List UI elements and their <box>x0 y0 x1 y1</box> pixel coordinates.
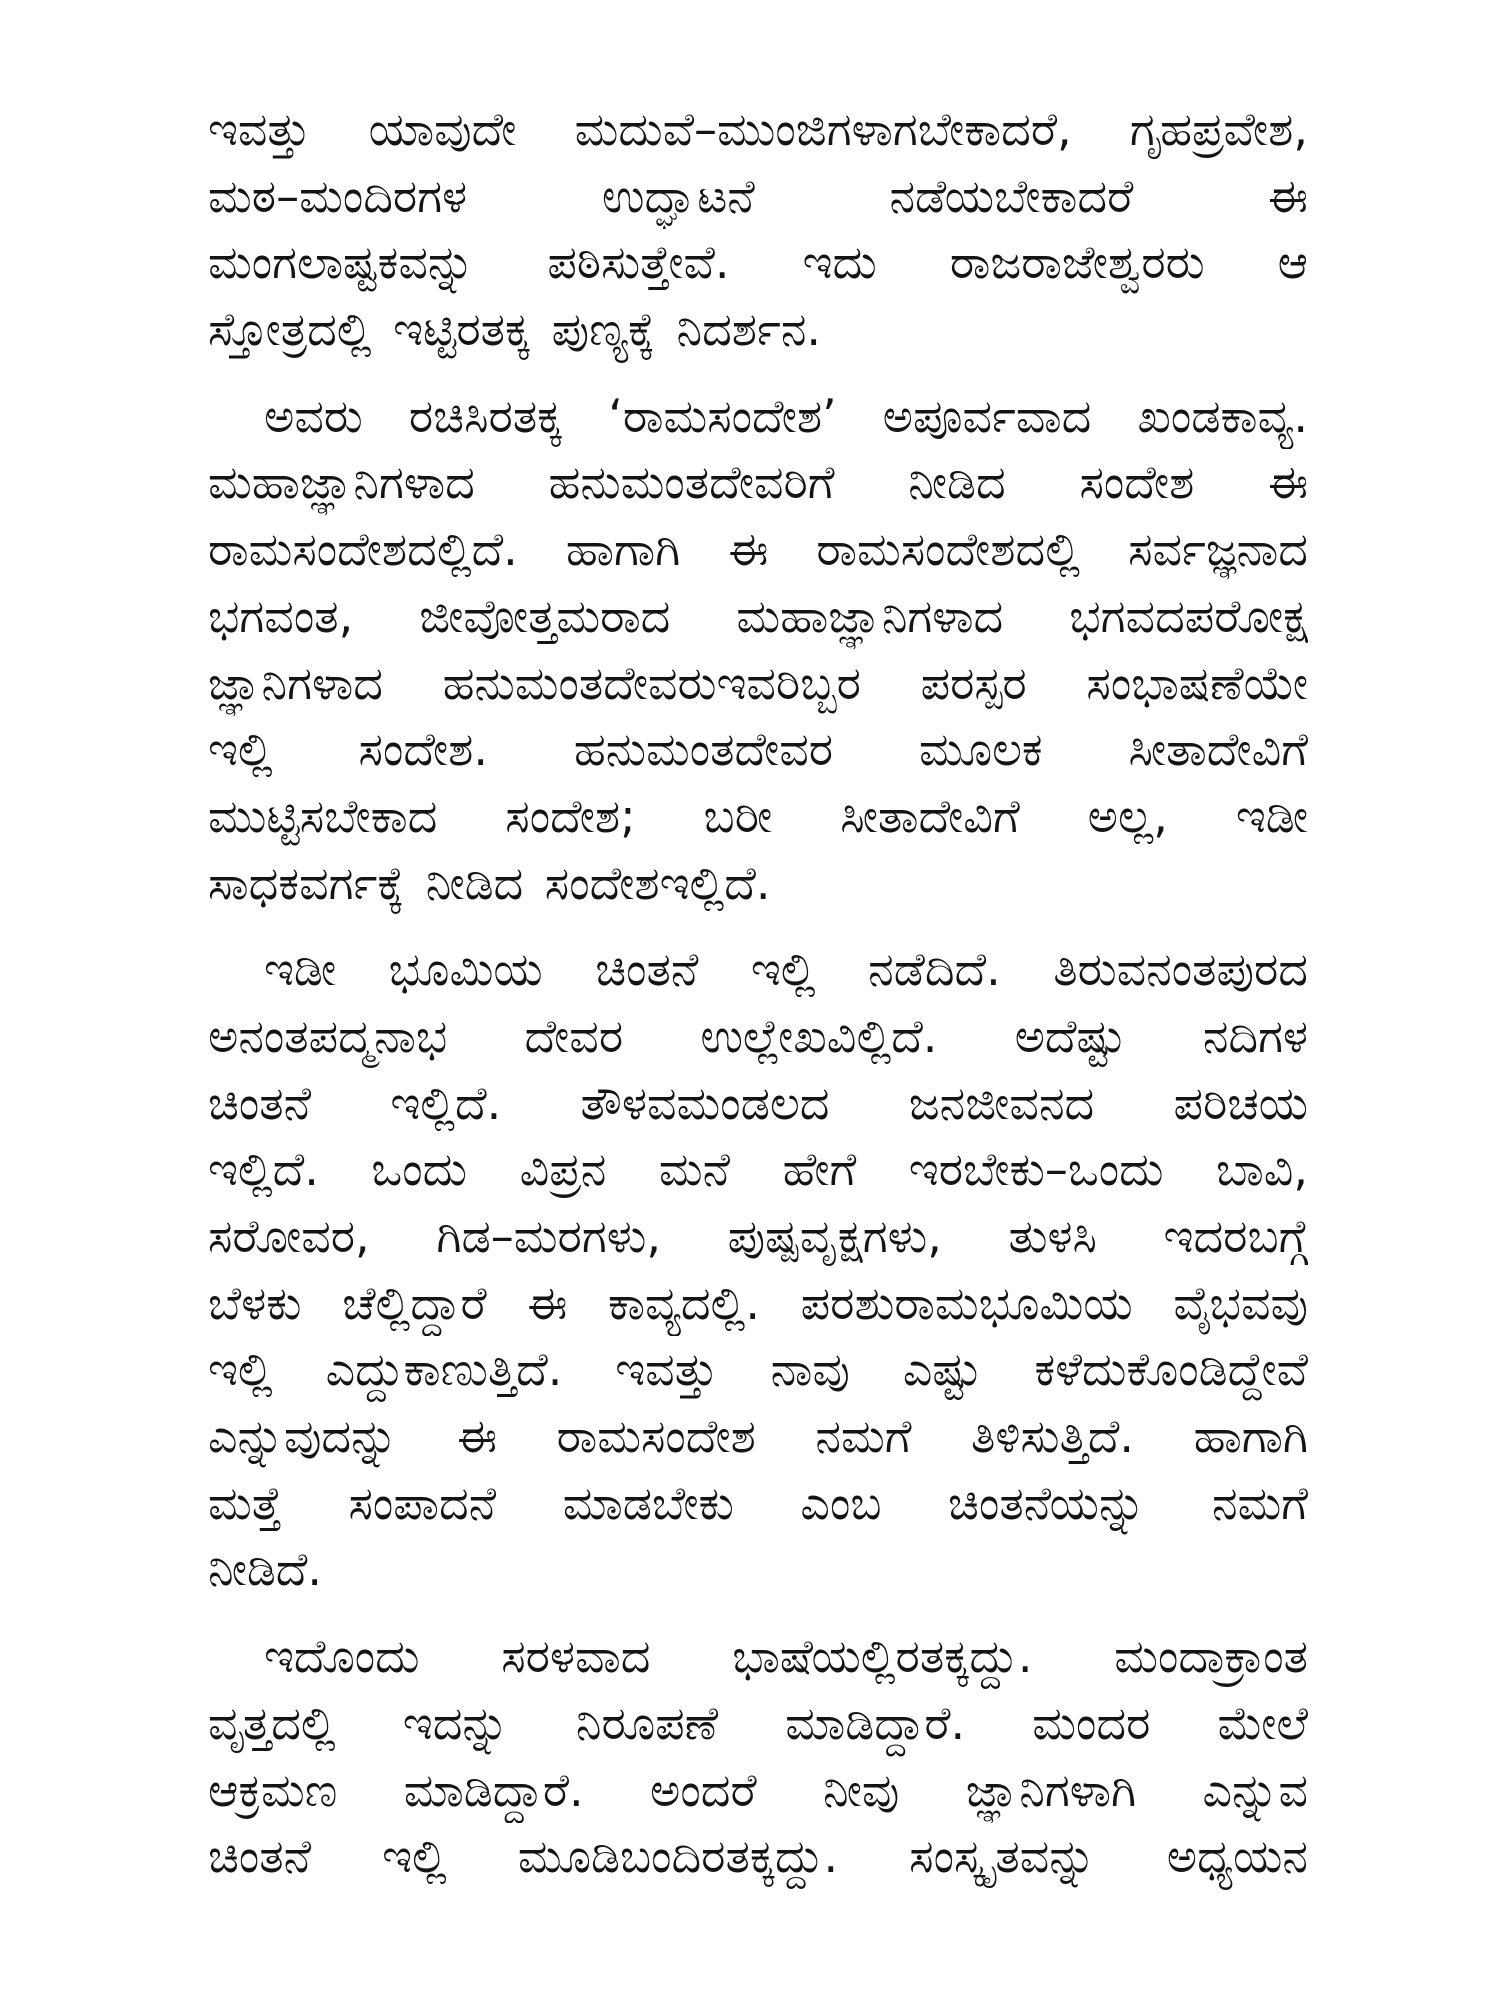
text-line: ಚಿಂತನೆ ಇಲ್ಲಿದೆ. ತೌಳವಮಂಡಲದ ಜನಜೀವನದ ಪರಿಚಯ <box>208 1075 1308 1130</box>
text-line: ಮಂಗಲಾಷ್ಟಕವನ್ನು ಪಠಿಸುತ್ತೇವೆ. ಇದು ರಾಜರಾಜೇಶ್ವರರು ಆ <box>208 235 1308 290</box>
text-line: ಇಲ್ಲಿ ಎದ್ದುಕಾಣುತ್ತಿದೆ. ಇವತ್ತು ನಾವು ಎಷ್ಟು ಕಳೆದುಕೊಂಡಿದ್ದೇವೆ <box>208 1342 1308 1397</box>
text-line: ಚಿಂತನೆ ಇಲ್ಲಿ ಮೂಡಿಬಂದಿರತಕ್ಕದ್ದು. ಸಂಸ್ಕೃತವನ್ನು ಅಧ್ಯಯನ <box>208 1829 1308 1884</box>
text-line: ಸ್ತೋತ್ರದಲ್ಲಿ ಇಟ್ಟಿರತಕ್ಕ ಪುಣ್ಯಕ್ಕೆ ನಿದರ್ಶನ. <box>208 302 822 357</box>
text-line: ರಾಮಸಂದೇಶದಲ್ಲಿದೆ. ಹಾಗಾಗಿ ಈ ರಾಮಸಂದೇಶದಲ್ಲಿ ಸರ್ವಜ್ಞನಾದ <box>208 522 1308 577</box>
text-line: ನೀಡಿದೆ. <box>208 1542 322 1597</box>
paragraph <box>208 936 1308 1603</box>
text-line: ಸರೋವರ, ಗಿಡ–ಮರಗಳು, ಪುಷ್ಪವೃಕ್ಷಗಳು, ತುಳಸಿ ಇದರಬಗ್ಗೆ <box>208 1209 1308 1263</box>
text-line: ಜ್ಞಾನಿಗಳಾದ ಹನುಮಂತದೇವರುಇವರಿಬ್ಬರ ಪರಸ್ಪರ ಸಂಭಾಷಣೆಯೇ <box>208 655 1308 710</box>
text-line: ವೃತ್ತದಲ್ಲಿ ಇದನ್ನು ನಿರೂಪಣೆ ಮಾಡಿದ್ದಾರೆ. ಮಂದರ ಮೇಲೆ <box>208 1695 1308 1750</box>
text-line: ಸಾಧಕವರ್ಗಕ್ಕೆ ನೀಡಿದ ಸಂದೇಶಇಲ್ಲಿದೆ. <box>208 855 771 910</box>
text-line: ಇವತ್ತು ಯಾವುದೇ ಮದುವೆ–ಮುಂಜಿಗಳಾಗಬೇಕಾದರೆ, ಗೃಹಪ್ರವೇಶ, <box>208 102 1308 156</box>
text-line: ಮತ್ತೆ ಸಂಪಾದನೆ ಮಾಡಬೇಕು ಎಂಬ ಚಿಂತನೆಯನ್ನು ನಮಗೆ <box>208 1475 1308 1530</box>
text-line: ಇದೊಂದು ಸರಳವಾದ ಭಾಷೆಯಲ್ಲಿರತಕ್ಕದ್ದು. ಮಂದಾಕ್ರಾಂತ <box>264 1629 1308 1684</box>
text-line: ಎನ್ನುವುದನ್ನು ಈ ರಾಮಸಂದೇಶ ನಮಗೆ ತಿಳಿಸುತ್ತಿದೆ. ಹಾಗಾಗಿ <box>208 1409 1308 1464</box>
text-line: ಮುಟ್ಟಿಸಬೇಕಾದ ಸಂದೇಶ; ಬರೀ ಸೀತಾದೇವಿಗೆ ಅಲ್ಲ, ಇಡೀ <box>208 788 1308 843</box>
text-line: ಇಲ್ಲಿ ಸಂದೇಶ. ಹನುಮಂತದೇವರ ಮೂಲಕ ಸೀತಾದೇವಿಗೆ <box>208 722 1308 777</box>
text-line: ಮಠ–ಮಂದಿರಗಳ ಉದ್ಘಾಟನೆ ನಡೆಯಬೇಕಾದರೆ ಈ <box>208 168 1308 223</box>
text-body <box>208 96 1308 1890</box>
text-line: ಆಕ್ರಮಣ ಮಾಡಿದ್ದಾರೆ. ಅಂದರೆ ನೀವು ಜ್ಞಾನಿಗಳಾಗಿ ಎನ್ನುವ <box>208 1762 1308 1817</box>
text-line: ಅನಂತಪದ್ಮನಾಭ ದೇವರ ಉಲ್ಲೇಖವಿಲ್ಲಿದೆ. ಅದೆಷ್ಟು ನದಿಗಳ <box>208 1008 1308 1063</box>
text-line: ಅವರು ರಚಿಸಿರತಕ್ಕ ‘ರಾಮಸಂದೇಶ’ ಅಪೂರ್ವವಾದ ಖಂಡಕಾವ್ಯ. <box>264 388 1308 443</box>
paragraph <box>208 383 1308 917</box>
paragraph <box>208 96 1308 363</box>
text-line: ಇಡೀ ಭೂಮಿಯ ಚಿಂತನೆ ಇಲ್ಲಿ ನಡೆದಿದೆ. ತಿರುವನಂತಪುರದ <box>264 942 1308 997</box>
text-line: ಬೆಳಕು ಚೆಲ್ಲಿದ್ದಾರೆ ಈ ಕಾವ್ಯದಲ್ಲಿ. ಪರಶುರಾಮಭೂಮಿಯ ವೈಭವವು <box>208 1275 1308 1330</box>
paragraph <box>208 1623 1308 1890</box>
text-line: ಭಗವಂತ, ಜೀವೋತ್ತಮರಾದ ಮಹಾಜ್ಞಾನಿಗಳಾದ ಭಗವದಪರೋಕ್ಷ <box>208 588 1308 643</box>
text-line: ಇಲ್ಲಿದೆ. ಒಂದು ವಿಪ್ರನ ಮನೆ ಹೇಗೆ ಇರಬೇಕು–ಒಂದು ಬಾವಿ, <box>208 1142 1308 1197</box>
text-line: ಮಹಾಜ್ಞಾನಿಗಳಾದ ಹನುಮಂತದೇವರಿಗೆ ನೀಡಿದ ಸಂದೇಶ ಈ <box>208 455 1308 510</box>
